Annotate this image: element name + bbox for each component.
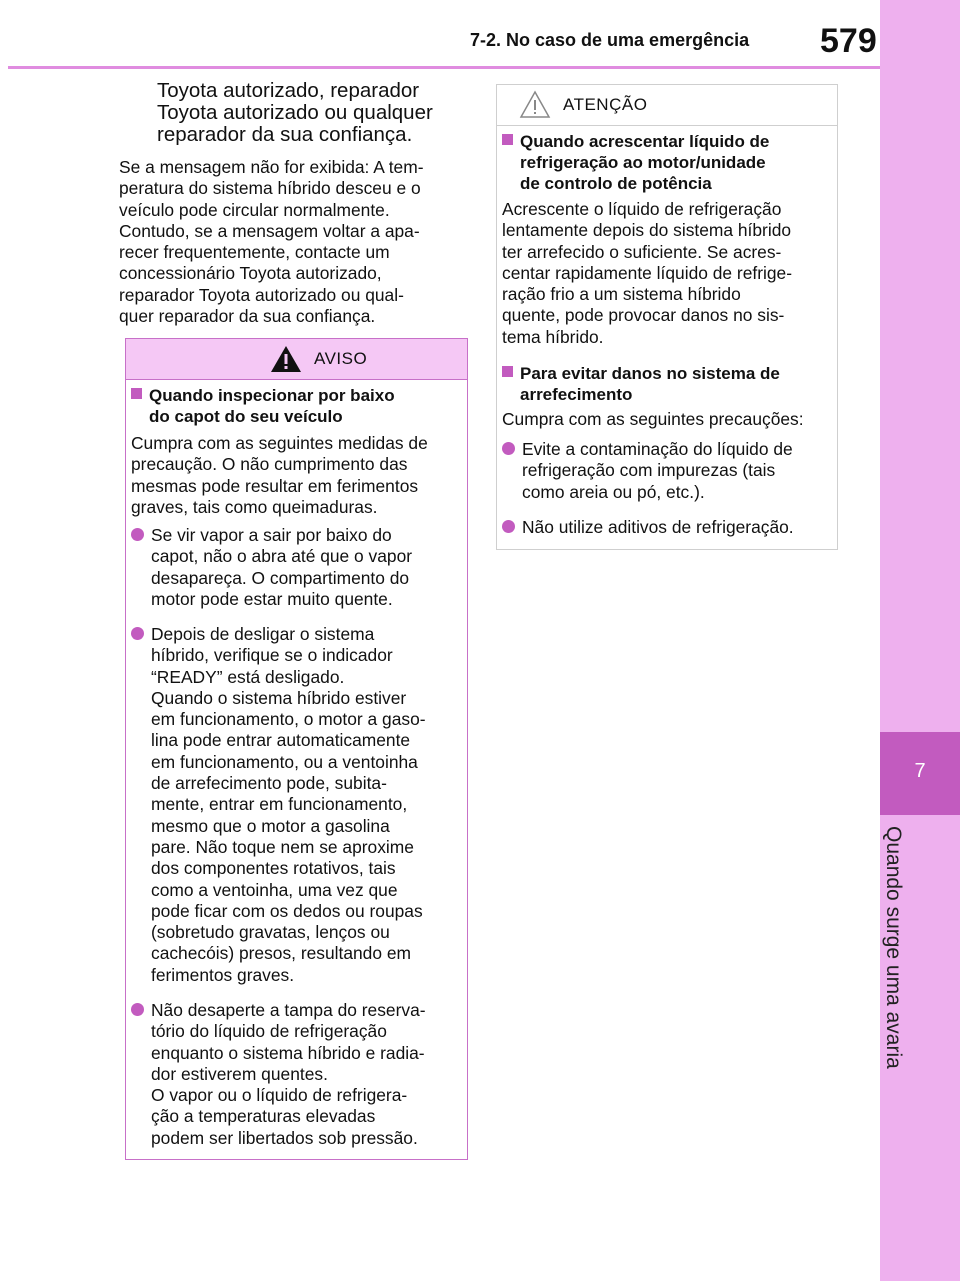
warning-bullet: [131, 1000, 461, 1149]
text-line: ração frio a um sistema híbrido: [502, 284, 741, 305]
text-line: refrigeração ao motor/unidade: [520, 153, 766, 172]
text-line: capot, não o abra até que o vapor: [151, 546, 413, 567]
text-line: ção a temperaturas elevadas: [151, 1106, 376, 1127]
text-line: dor estiverem quentes.: [151, 1063, 328, 1084]
caution-box-header: [497, 85, 837, 126]
text-line: Se vir vapor a sair por baixo do: [151, 525, 392, 545]
text-line: veículo pode circular normalmente.: [119, 199, 390, 220]
text-line: recer frequentemente, contacte um: [119, 242, 390, 263]
text-line: Toyota autorizado ou qualquer: [157, 101, 433, 124]
warning-title: AVISO: [314, 349, 368, 368]
text-line: lentamente depois do sistema híbrido: [502, 220, 792, 241]
warning-bullet: [131, 624, 461, 986]
text-line: quer reparador da sua confiança.: [119, 306, 376, 327]
caution-bullet: [502, 439, 832, 503]
text-line: do capot do seu veículo: [149, 407, 343, 426]
text-line: Quando o sistema híbrido estiver: [151, 687, 407, 708]
text-line: concessionário Toyota autorizado,: [119, 263, 382, 284]
text-line: mesmas pode resultar em ferimentos: [131, 475, 419, 496]
text-line: como a ventoinha, uma vez que: [151, 879, 398, 900]
text-line: de arrefecimento pode, subita-: [151, 773, 387, 794]
text-line: Quando acrescentar líquido de: [520, 132, 770, 151]
page-number: 579: [820, 22, 877, 60]
square-bullet-icon: [502, 366, 513, 377]
text-line: “READY” está desligado.: [151, 666, 345, 687]
square-bullet-icon: [502, 134, 513, 145]
text-line: tema híbrido.: [502, 326, 604, 347]
text-line: ferimentos graves.: [151, 964, 295, 985]
text-line: O vapor ou o líquido de refrigera-: [151, 1085, 408, 1106]
chapter-label-text: Quando surge uma avaria: [882, 826, 905, 1069]
intro-continuation: [157, 80, 457, 146]
text-line: (sobretudo gravatas, lenços ou: [151, 922, 390, 943]
message-paragraph: [119, 157, 469, 327]
text-line: precaução. O não cumprimento das: [131, 454, 408, 475]
header-divider: [8, 66, 880, 69]
text-line: quente, pode provocar danos no sis-: [502, 305, 785, 326]
text-line: mesmo que o motor a gasolina: [151, 815, 390, 836]
text-line: Não desaperte a tampa do reserva-: [151, 1000, 426, 1020]
caution-bullet: [502, 517, 832, 538]
caution-title: ATENÇÃO: [563, 95, 648, 114]
text-line: de controlo de potência: [520, 174, 712, 193]
text-line: em funcionamento, ou a ventoinha: [151, 751, 418, 772]
text-line: centar rapidamente líquido de refrige-: [502, 262, 793, 283]
text-line: lina pode entrar automaticamente: [151, 730, 411, 751]
square-bullet-icon: [131, 388, 142, 399]
caution-box: [496, 84, 838, 550]
bullet-dot-icon: [131, 1003, 144, 1016]
text-line: Evite a contaminação do líquido de: [522, 439, 793, 459]
text-line: híbrido, verifique se o indicador: [151, 645, 393, 666]
text-line: desapareça. O compartimento do: [151, 567, 410, 588]
bullet-dot-icon: [502, 442, 515, 455]
bullet-dot-icon: [502, 520, 515, 533]
warning-icon: [270, 345, 302, 373]
text-line: motor pode estar muito quente.: [151, 588, 393, 609]
caution-heading: [502, 131, 832, 194]
warning-intro: [131, 433, 461, 518]
text-line: peratura do sistema híbrido desceu e o: [119, 178, 421, 199]
text-line: Acrescente o líquido de refrigeração: [502, 199, 782, 219]
section-title: 7-2. No caso de uma emergência: [470, 30, 750, 50]
caution-body: [502, 199, 832, 348]
text-line: Depois de desligar o sistema: [151, 624, 375, 644]
text-line: pare. Não toque nem se aproxime: [151, 836, 414, 857]
text-line: como areia ou pó, etc.).: [522, 481, 705, 502]
text-line: Quando inspecionar por baixo: [149, 386, 395, 405]
caution-icon: [519, 90, 551, 119]
text-line: ter arrefecido o suficiente. Se acres-: [502, 241, 782, 262]
chapter-tab-strip: [880, 0, 960, 1281]
text-line: mente, entrar em funcionamento,: [151, 794, 408, 815]
text-line: arrefecimento: [520, 385, 633, 404]
warning-heading: [131, 385, 461, 427]
warning-box-header: [126, 339, 467, 380]
text-line: Cumpra com as seguintes precauções:: [502, 409, 804, 429]
chapter-number: 7: [914, 760, 926, 782]
text-line: tório do líquido de refrigeração: [151, 1021, 387, 1042]
text-line: reparador Toyota autorizado ou qual-: [119, 284, 404, 305]
text-line: podem ser libertados sob pressão.: [151, 1127, 418, 1148]
text-line: Contudo, se a mensagem voltar a apa-: [119, 220, 420, 241]
text-line: em funcionamento, o motor a gaso-: [151, 709, 426, 730]
text-line: Não utilize aditivos de refrigeração.: [522, 517, 794, 537]
text-line: Cumpra com as seguintes medidas de: [131, 433, 428, 453]
text-line: cachecóis) presos, resultando em: [151, 943, 412, 964]
warning-box: [125, 338, 468, 1160]
bullet-dot-icon: [131, 528, 144, 541]
chapter-label: [870, 826, 920, 1069]
warning-bullet: [131, 525, 461, 610]
text-line: refrigeração com impurezas (tais: [522, 460, 776, 481]
caution-body: [502, 409, 832, 430]
text-line: dos componentes rotativos, tais: [151, 858, 396, 879]
text-line: Se a mensagem não for exibida: A tem-: [119, 157, 424, 177]
text-line: enquanto o sistema híbrido e radia-: [151, 1042, 425, 1063]
caution-heading: [502, 363, 832, 405]
text-line: Para evitar danos no sistema de: [520, 364, 780, 383]
text-line: graves, tais como queimaduras.: [131, 496, 378, 517]
text-line: Toyota autorizado, reparador: [157, 79, 420, 102]
bullet-dot-icon: [131, 627, 144, 640]
text-line: reparador da sua confiança.: [157, 123, 413, 146]
text-line: pode ficar com os dedos ou roupas: [151, 900, 423, 921]
